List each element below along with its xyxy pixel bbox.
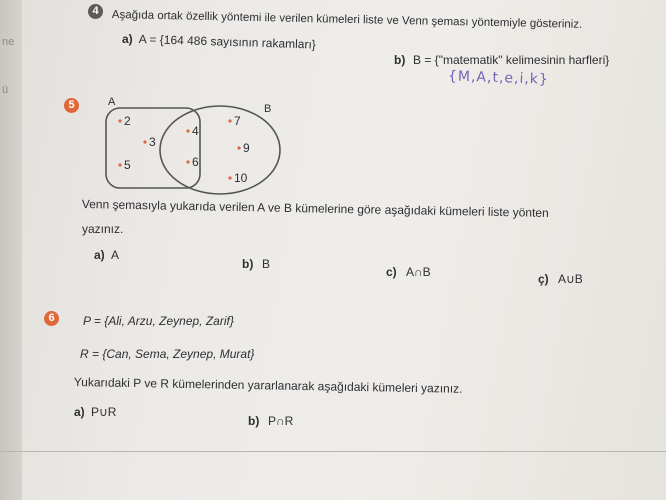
question-5-instruction-cont: yazınız. bbox=[82, 222, 124, 236]
venn-element: 5 bbox=[124, 158, 131, 172]
venn-element: 10 bbox=[234, 171, 248, 185]
venn-element: 2 bbox=[124, 114, 131, 128]
question-6b-text: P∩R bbox=[268, 414, 294, 428]
question-5d-label: ç) bbox=[538, 272, 549, 286]
handwritten-answer: {M,A,t,e,i,k} bbox=[447, 68, 550, 88]
question-6-badge: 6 bbox=[44, 311, 59, 326]
question-4b-label: b) bbox=[394, 53, 406, 67]
margin-fragment: ü bbox=[2, 84, 9, 96]
question-4-instruction: Aşağıda ortak özellik yöntemi ile verilen kümeleri liste ve Venn şeması yöntemiyle gösteriniz. bbox=[111, 9, 583, 31]
set-a-label: A bbox=[108, 96, 116, 108]
set-r-definition: R = {Can, Sema, Zeynep, Murat} bbox=[80, 347, 255, 361]
question-6a-text: P∪R bbox=[91, 405, 117, 419]
margin-fragment: ne bbox=[2, 36, 15, 48]
question-5b-text: B bbox=[262, 257, 271, 271]
element-dots bbox=[118, 119, 240, 179]
venn-element: 4 bbox=[192, 124, 199, 138]
question-5a-label: a) bbox=[94, 248, 105, 262]
question-5b-label: b) bbox=[242, 257, 254, 271]
question-4a-label: a) bbox=[122, 32, 133, 46]
set-b-label: B bbox=[264, 103, 272, 115]
page-divider bbox=[0, 451, 666, 452]
set-b-outline bbox=[160, 106, 280, 194]
question-4-badge: 4 bbox=[88, 4, 103, 19]
set-p-definition: P = {Ali, Arzu, Zeynep, Zarif} bbox=[83, 314, 234, 328]
question-5c-text: A∩B bbox=[406, 265, 431, 279]
question-6a-label: a) bbox=[74, 405, 85, 419]
venn-element: 7 bbox=[234, 114, 241, 128]
question-6-instruction: Yukarıdaki P ve R kümelerinden yararlanarak aşağıdaki kümeleri yazınız. bbox=[73, 375, 463, 396]
venn-element: 3 bbox=[149, 135, 156, 149]
question-5-instruction: Venn şemasıyla yukarıda verilen A ve B kümelerine göre aşağıdaki kümeleri liste yönten bbox=[81, 197, 549, 220]
question-6b-label: b) bbox=[248, 414, 260, 428]
venn-element: 9 bbox=[243, 141, 250, 155]
question-5a-text: A bbox=[111, 248, 120, 262]
question-5d-text: A∪B bbox=[558, 272, 583, 286]
venn-element: 6 bbox=[192, 155, 199, 169]
question-5c-label: c) bbox=[386, 265, 397, 279]
question-4b-text: B = {"matematik" kelimesinin harfleri} bbox=[413, 53, 610, 67]
question-4a-text: A = {164 486 sayısının rakamları} bbox=[138, 32, 317, 52]
question-5-badge: 5 bbox=[64, 98, 79, 113]
